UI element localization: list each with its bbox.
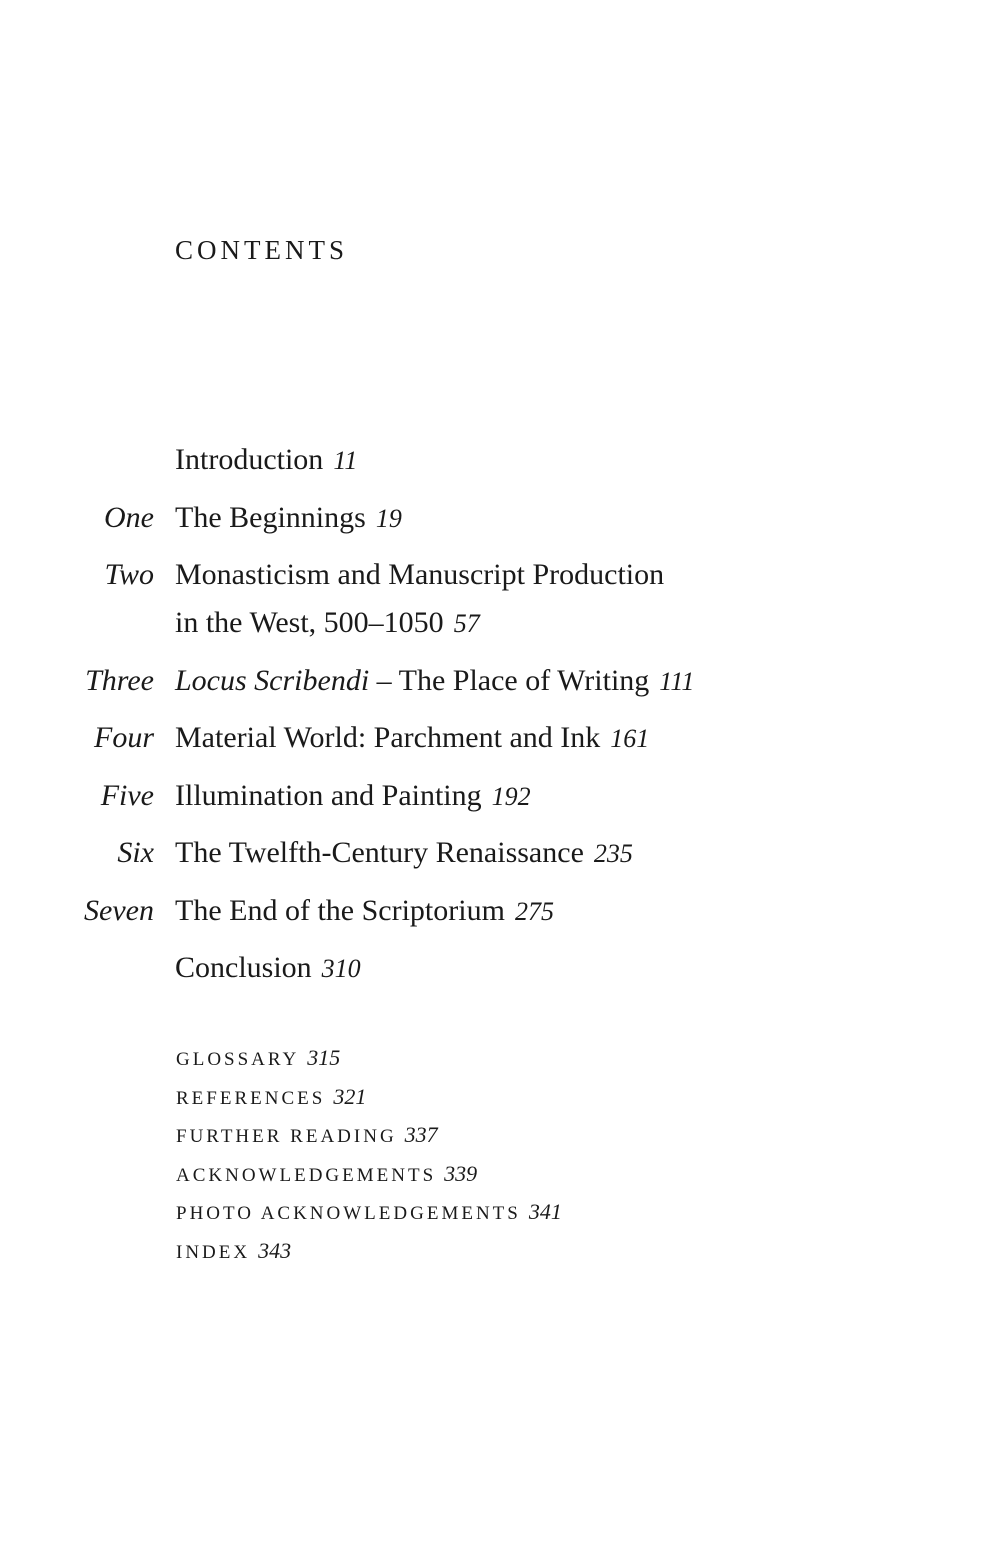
- page-number: 111: [659, 667, 695, 696]
- chapter-title-line: [175, 951, 361, 986]
- chapter-number: Seven: [84, 894, 154, 927]
- chapter-title: – The Place of Writing: [369, 664, 650, 697]
- page-number: 339: [444, 1161, 478, 1186]
- chapter-title-line: [175, 443, 357, 478]
- chapter-title-line: [175, 721, 649, 756]
- chapter-title: Monasticism and Manuscript Production: [175, 558, 665, 591]
- back-matter-label: ACKNOWLEDGEMENTS: [176, 1165, 437, 1186]
- back-matter-label: FURTHER READING: [176, 1126, 397, 1147]
- page-number: 343: [258, 1238, 292, 1263]
- page-number: 161: [610, 724, 650, 753]
- page-number: 235: [593, 839, 633, 868]
- chapter-title: The Twelfth-Century Renaissance: [175, 836, 584, 869]
- page-number: 341: [528, 1199, 562, 1224]
- chapter-number: One: [104, 501, 154, 534]
- chapter-number: Five: [100, 779, 154, 812]
- chapter-title: The End of the Scriptorium: [175, 894, 505, 927]
- back-matter-label: REFERENCES: [176, 1088, 326, 1109]
- chapter-number: Four: [94, 721, 154, 754]
- back-matter-label: PHOTO ACKNOWLEDGEMENTS: [176, 1203, 521, 1224]
- chapter-title-continued: in the West, 500–1050: [175, 606, 444, 639]
- chapter-number: Six: [117, 836, 154, 869]
- chapter-title-line: [175, 558, 664, 592]
- chapter-title-line: [175, 664, 694, 699]
- page-number: 57: [453, 609, 480, 638]
- chapter-title-line: [175, 894, 554, 929]
- page-number: 19: [375, 504, 402, 533]
- page-number: 337: [404, 1122, 438, 1147]
- back-matter-label: GLOSSARY: [176, 1049, 300, 1070]
- chapter-title-line: [175, 779, 531, 814]
- page-number: 310: [321, 954, 361, 983]
- chapter-number: Three: [85, 664, 154, 697]
- chapter-title-line: [175, 836, 633, 871]
- chapter-title: Material World: Parchment and Ink: [175, 721, 601, 754]
- chapter-title-italic: Locus Scribendi: [175, 664, 370, 697]
- page-number: 192: [491, 782, 531, 811]
- chapter-title-line-2: [175, 606, 480, 641]
- page-number: 321: [333, 1084, 367, 1109]
- toc-entry-further-reading[interactable]: [176, 1122, 438, 1150]
- back-matter-label: INDEX: [176, 1242, 251, 1263]
- chapter-title: Conclusion: [175, 951, 312, 984]
- toc-entry-glossary[interactable]: [176, 1045, 340, 1073]
- page-number: 315: [307, 1045, 341, 1070]
- chapter-title: Introduction: [175, 443, 324, 476]
- page-title: CONTENTS: [175, 235, 348, 265]
- toc-entry-index[interactable]: [176, 1238, 291, 1266]
- chapter-title-line: [175, 501, 402, 536]
- chapter-title: Illumination and Painting: [175, 779, 482, 812]
- toc-entry-acknowledgements[interactable]: [176, 1161, 477, 1189]
- toc-entry-references[interactable]: [176, 1084, 366, 1112]
- toc-entry-photo-acknowledgements[interactable]: [176, 1199, 562, 1227]
- chapter-title: The Beginnings: [175, 501, 366, 534]
- page-number: 275: [514, 897, 554, 926]
- chapter-number: Two: [104, 558, 154, 591]
- page-number: 11: [333, 446, 358, 475]
